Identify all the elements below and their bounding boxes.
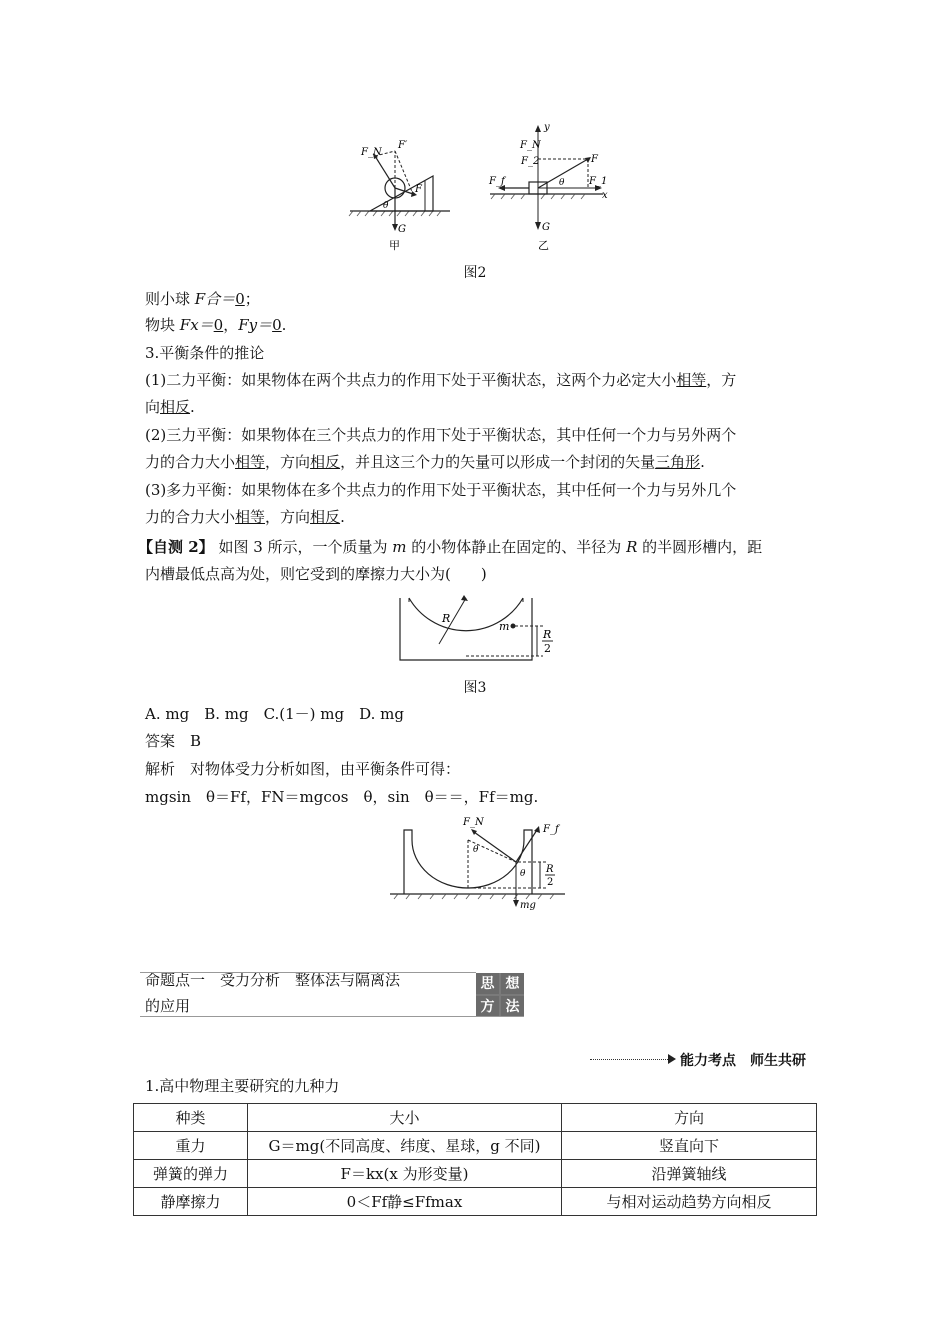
answer-value: B xyxy=(190,732,202,750)
f-label: F xyxy=(415,184,422,195)
table-cell: 弹簧的弹力 xyxy=(134,1160,248,1188)
theta-top-label: θ xyxy=(473,845,479,855)
f2-label: F_2 xyxy=(521,156,540,167)
table-header-row xyxy=(134,1104,817,1132)
text: 如图 3 所示，一个质量为 xyxy=(213,538,393,556)
answer: 三角形 xyxy=(655,453,701,471)
figure-2-right xyxy=(485,122,615,254)
text: 的半圆形槽内，距 xyxy=(637,538,763,556)
options: A. mg B. mg C.(1－) mg D. mg xyxy=(145,705,404,723)
dotted-leader xyxy=(590,1059,670,1060)
answer: 相等 xyxy=(235,453,266,471)
symbol: R xyxy=(626,538,638,556)
figure-3 xyxy=(395,592,565,664)
g-label: G xyxy=(398,224,406,235)
badge-char: 方 xyxy=(476,996,499,1017)
badge-char: 法 xyxy=(501,996,524,1017)
mg-label: mg xyxy=(520,900,536,911)
answer: 0 xyxy=(272,316,282,334)
text: 则小球 xyxy=(145,290,195,308)
method-badge xyxy=(476,973,524,1016)
section-rule xyxy=(140,972,476,973)
answer: 0 xyxy=(213,316,224,334)
table-cell: 与相对运动趋势方向相反 xyxy=(562,1188,817,1216)
table-cell: 沿弹簧轴线 xyxy=(562,1160,817,1188)
table-cell: F＝kx(x 为形变量) xyxy=(248,1160,562,1188)
text: ，方 xyxy=(706,371,737,389)
answer-label: 答案 xyxy=(145,732,176,750)
p2-line2 xyxy=(145,451,705,473)
r-label: R xyxy=(442,612,451,625)
header-cell: 种类 xyxy=(134,1104,248,1132)
ball-equilibrium xyxy=(145,288,260,310)
figure-2-caption: 图2 xyxy=(463,265,487,281)
theta-label: θ xyxy=(383,201,389,211)
table-cell: 静摩擦力 xyxy=(134,1188,248,1216)
badge-char: 想 xyxy=(501,973,524,994)
text: 向 xyxy=(145,398,161,416)
table-row xyxy=(134,1160,817,1188)
answer: 相反 xyxy=(310,453,341,471)
text: . xyxy=(700,453,705,471)
table-row xyxy=(134,1132,817,1160)
text: . xyxy=(190,398,195,416)
section-title-line2: 的应用 xyxy=(145,997,191,1015)
table-row xyxy=(134,1188,817,1216)
question-line2: 内槽最低点高为处，则它受到的摩擦力大小为( ) xyxy=(145,565,487,583)
section-heading: 3.平衡条件的推论 xyxy=(145,344,265,362)
fn-label: F_N xyxy=(463,817,484,828)
block-equilibrium xyxy=(145,314,286,336)
text: (1)二力平衡：如果物体在两个共点力的作用下处于平衡状态，这两个力必定大小 xyxy=(145,371,677,389)
analysis-text: 对物体受力分析如图，由平衡条件可得： xyxy=(190,760,461,778)
answer: 相等 xyxy=(676,371,707,389)
p3-line1: (3)多力平衡：如果物体在多个共点力的作用下处于平衡状态，其中任何一个力与另外几个 xyxy=(145,481,737,499)
ff-label: F_f xyxy=(489,176,505,187)
table-cell: 竖直向下 xyxy=(562,1132,817,1160)
answer: 相等 xyxy=(235,508,266,526)
figure-4 xyxy=(390,812,570,912)
text: ， xyxy=(223,316,239,334)
r-half-num: R xyxy=(546,864,554,875)
text: ，方向 xyxy=(265,453,311,471)
analysis-label: 解析 xyxy=(145,760,176,778)
figure-3-caption: 图3 xyxy=(463,680,487,696)
ability-tag: 能力考点 师生共研 xyxy=(680,1053,806,1069)
ff-label: F_f xyxy=(543,824,559,835)
analysis-formula: mgsin θ＝Ff，FN＝mgcos θ，sin θ＝＝，Ff＝mg. xyxy=(145,788,539,806)
p2-line1: (2)三力平衡：如果物体在三个共点力的作用下处于平衡状态，其中任何一个力与另外两个 xyxy=(145,426,737,444)
header-cell: 大小 xyxy=(248,1104,562,1132)
fn-label: F_N xyxy=(520,140,541,151)
fprime-label: F′ xyxy=(398,140,408,151)
text: ； xyxy=(244,290,260,308)
text: ，并且这三个力的矢量可以形成一个封闭的矢量 xyxy=(340,453,656,471)
text: 物块 xyxy=(145,316,180,334)
fn-label: F_N xyxy=(361,147,382,158)
f1-label: F_1 xyxy=(589,176,608,187)
theta-bottom-label: θ xyxy=(520,869,526,879)
p3-line2 xyxy=(145,506,345,528)
text: 力的合力大小 xyxy=(145,453,236,471)
answer-line xyxy=(145,730,201,752)
question-line1 xyxy=(138,536,762,558)
formula: F合＝ xyxy=(194,290,236,308)
list-heading: 1.高中物理主要研究的九种力 xyxy=(145,1077,340,1095)
text: 的小物体静止在固定的、半径为 xyxy=(406,538,627,556)
theta-label: θ xyxy=(559,178,565,188)
question-tag: 【自测 2】 xyxy=(138,538,214,556)
table-cell: 重力 xyxy=(134,1132,248,1160)
text: . xyxy=(281,316,287,334)
formula: Fx＝ xyxy=(179,316,214,334)
answer: 相反 xyxy=(310,508,341,526)
analysis-line xyxy=(145,758,460,780)
g-label: G xyxy=(542,222,550,233)
f-label: F xyxy=(591,154,598,165)
p1-line1 xyxy=(145,369,736,391)
caption-jia: 甲 xyxy=(389,239,400,252)
r-half-den: 2 xyxy=(547,877,554,888)
text: ，方向 xyxy=(265,508,311,526)
table-cell: G＝mg(不同高度、纬度、星球，g 不同) xyxy=(248,1132,562,1160)
p1-line2 xyxy=(145,396,195,418)
header-cell: 方向 xyxy=(562,1104,817,1132)
formula: Fy＝ xyxy=(238,316,273,334)
section-rule xyxy=(140,1016,524,1017)
section-title-line1: 命题点一 受力分析 整体法与隔离法 xyxy=(145,971,401,989)
text: . xyxy=(340,508,345,526)
badge-char: 思 xyxy=(476,973,499,994)
caption-yi: 乙 xyxy=(538,239,549,252)
forces-table xyxy=(133,1103,817,1216)
table-cell: 0＜Ff静≤Ffmax xyxy=(248,1188,562,1216)
r-half-den: 2 xyxy=(544,642,551,655)
y-axis-label: y xyxy=(544,122,550,133)
m-label: m xyxy=(499,620,510,633)
answer: 0 xyxy=(235,290,245,308)
figure-2-left xyxy=(345,136,455,256)
x-axis-label: x xyxy=(602,190,608,201)
arrow-icon xyxy=(668,1054,676,1064)
text: 力的合力大小 xyxy=(145,508,236,526)
symbol: m xyxy=(392,538,407,556)
r-half-num: R xyxy=(543,628,552,641)
answer: 相反 xyxy=(160,398,191,416)
